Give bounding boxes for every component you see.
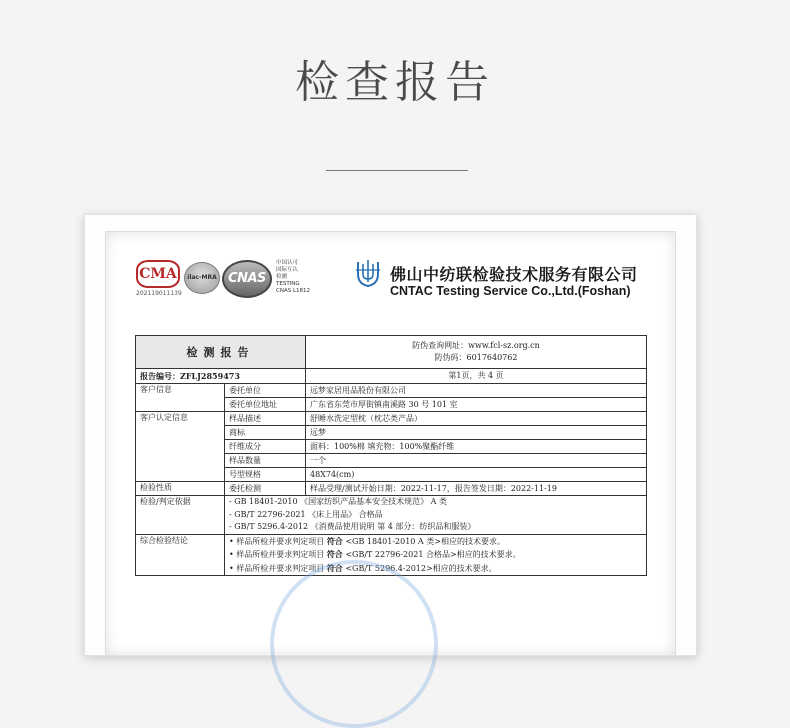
conclusion-item	[229, 548, 642, 562]
test-dates: 样品受理/测试开始日期：2022-11-17，报告签发日期：2022-11-19	[306, 482, 647, 496]
uts-logo-icon	[354, 258, 382, 288]
conclusion-verdict: 符合	[326, 535, 343, 546]
cnas-side-text	[276, 260, 310, 295]
sample-info-label: 客户认定信息	[136, 412, 225, 482]
conclusion-verdict: 符合	[326, 562, 343, 573]
sample-field-value: 一个	[306, 454, 647, 468]
standard-item: - GB/T 22796-2021 《床上用品》 合格品	[229, 509, 383, 519]
report-title: 检测报告	[136, 336, 306, 369]
test-nature-label: 检验性质	[136, 482, 225, 496]
conclusion-pre: • 样品所检并要求判定项目	[229, 563, 327, 573]
cma-logo: CMA	[136, 260, 180, 288]
sample-field-name: 商标	[225, 426, 306, 440]
client-field-name: 委托单位地址	[225, 398, 306, 412]
cnas-logo-text: CNAS	[228, 271, 266, 286]
company-name-cn: 佛山中纺联检验技术服务有限公司	[390, 265, 638, 284]
heading-divider	[326, 170, 468, 171]
conclusion-pre: • 样品所检并要求判定项目	[229, 550, 327, 559]
sample-field-name: 样品描述	[225, 412, 306, 426]
cnas-side-line: TESTING	[276, 281, 300, 287]
cma-number: 202119011139	[136, 290, 182, 297]
sample-field-name: 样品数量	[225, 454, 306, 468]
anti-fake-code: 防伪码：6017640762	[434, 353, 518, 362]
standard-item: - GB 18401-2010 《国家纺织产品基本安全技术规范》 A 类	[229, 497, 447, 506]
conclusion-post: <GB/T 22796-2021 合格品>相应的技术要求。	[342, 550, 521, 559]
standards-list	[225, 496, 647, 535]
stamp-watermark	[270, 560, 438, 728]
cnas-logo	[222, 260, 272, 298]
sample-field-value: 面料：100%棉 填充物：100%聚酯纤维	[306, 440, 647, 454]
sample-field-value: 远梦	[306, 426, 647, 440]
cnas-side-line: 国际互认	[276, 267, 299, 273]
cnas-side-line: 检测	[276, 274, 288, 280]
sample-field-name: 纤维成分	[225, 440, 306, 454]
conclusion-post: <GB 18401-2010 A 类>相应的技术要求。	[342, 536, 505, 546]
cnas-side-line: 中国认可	[276, 260, 299, 266]
client-field-value: 远梦家居用品股份有限公司	[306, 384, 647, 398]
cnas-side-line: CNAS L1812	[276, 288, 311, 294]
sample-field-name: 号型规格	[225, 468, 306, 482]
anti-fake-info	[306, 336, 647, 369]
conclusion-verdict: 符合	[326, 549, 343, 559]
conclusions-list	[225, 534, 647, 576]
sample-field-value: 舒睡水洗定型枕（枕芯类产品）	[306, 412, 647, 426]
test-nature-type: 委托检测	[225, 482, 306, 496]
client-info-label: 客户信息	[136, 384, 225, 412]
certification-marks	[136, 256, 316, 306]
client-field-name: 委托单位	[225, 384, 306, 398]
client-field-value: 广东省东莞市厚街镇南溪路 30 号 101 室	[306, 398, 647, 412]
conclusion-pre: • 样品所检并要求判定项目	[229, 536, 327, 546]
test-report-table	[135, 335, 647, 576]
sample-field-value: 48X74(cm)	[306, 468, 647, 482]
anti-fake-url: 防伪查询网址：www.fcl-sz.org.cn	[412, 341, 540, 350]
page-heading: 检查报告	[295, 57, 495, 108]
ilac-logo: ilac-MRA	[184, 262, 220, 294]
conclusion-item	[229, 535, 642, 549]
conclusion-label: 综合检验结论	[136, 534, 225, 576]
page-info: 第1页，共 4 页	[306, 369, 647, 384]
company-name-en: CNTAC Testing Service Co.,Ltd.(Foshan)	[390, 284, 631, 298]
conclusion-item	[229, 562, 642, 576]
report-number: 报告编号：ZFLJ2859473	[136, 369, 306, 384]
test-basis-label: 检验/判定依据	[136, 496, 225, 535]
standard-item: - GB/T 5296.4-2012 《消费品使用说明 第 4 部分：纺织品和服装》	[229, 522, 476, 531]
conclusion-post: <GB/T 5296.4-2012>相应的技术要求。	[342, 563, 497, 573]
